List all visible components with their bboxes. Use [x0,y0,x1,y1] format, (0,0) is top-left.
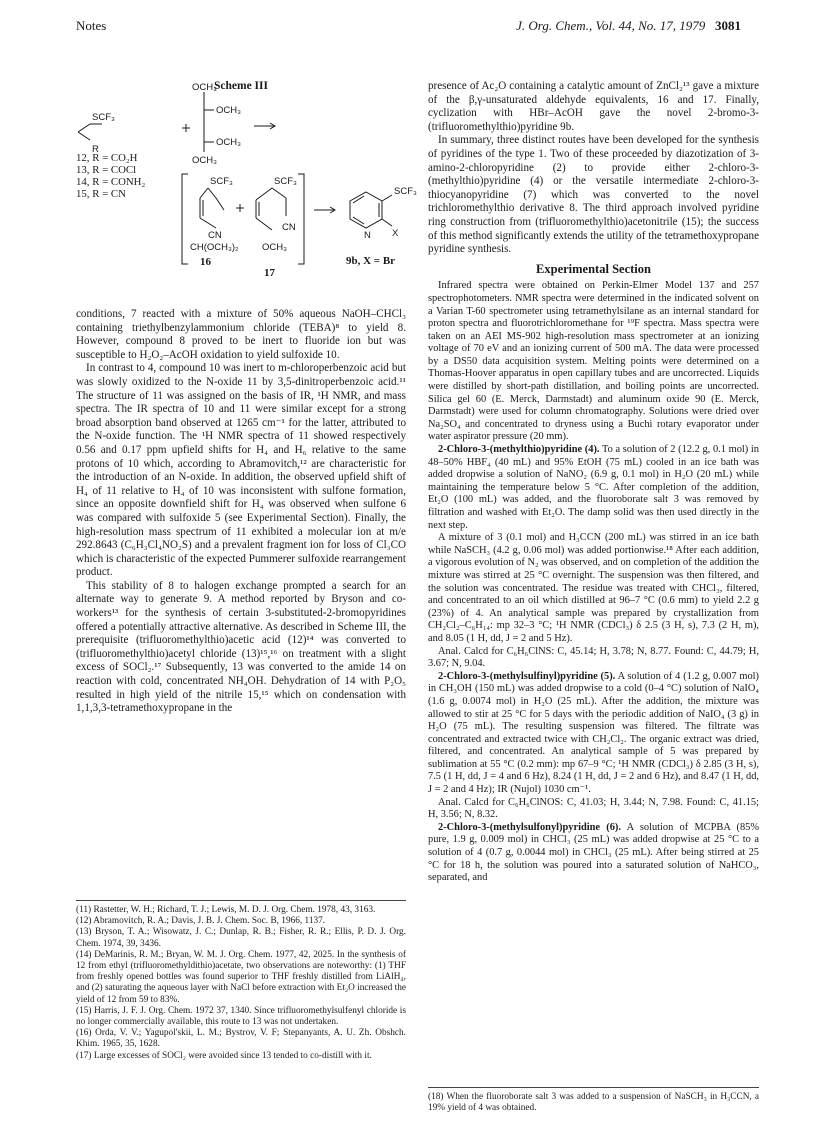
compound-list [76,152,145,200]
paragraph: This stability of 8 to halogen exchange prompted a search for an alternate way to generate 9. A method reported by Bryson and co-workers¹³ for the synthesis of certain 3-substituted-2-bromopyridines offered a potentially attractive alternative. As described in Scheme III, the prerequisite (trifluoromethylthio)acetic acid (12)¹⁴ was converted to (trifluoromethylthio)acetyl chloride (13)¹⁵,¹⁶ on treatment with a slight excess of SOCl₂.¹⁷ Subsequently, 13 was converted to the amide 14 on reaction with cold, concentrated NH₄OH. Dehydration of 14 with P₂O₅ resulted in high yield of the nitrile 15,¹⁵ which on condensation with 1,1,3,3-tetramethoxypropane in the [76,579,406,715]
footnote-rule-left [76,900,406,901]
procedure-text: Anal. Calcd for C₆H₆ClNOS: C, 41.03; H, 3.44; N, 7.98. Found: C, 41.15; H, 3.56; N, 8.32. [428,796,759,821]
journal-name: J. Org. Chem. [516,18,589,33]
procedure-text: Anal. Calcd for C₆H₆ClNS: C, 45.14; H, 3.78; N, 8.77. Found: C, 44.79; H, 3.67; N, 9.04. [428,645,759,670]
footnote: (15) Harris, J. F. J. Org. Chem. 1972 37, 1340. Since trifluoromethylsulfenyl chloride is no longer commercially available, this route to 13 was not undertaken. [76,1005,406,1028]
compound-12: 12, R = CO₂H [76,152,138,164]
left-column [76,80,417,716]
paragraph: conditions, 7 reacted with a mixture of 50% aqueous NaOH–CHCl₃ containing triethylbenzylammonium chloride (TEBA)⁸ to yield 8. However, compound 8 proved to be inert to fluoride ion but was susceptible to H₂O₂–AcOH oxidation to yield sulfoxide 10. [76,308,406,361]
label-scf3: SCF₃ [92,112,115,123]
scheme-title: Scheme III [214,80,268,92]
paragraph: presence of Ac₂O containing a catalytic amount of ZnCl₂¹³ gave a mixture of the β,γ-unsaturated aldehyde equivalents, 16 and 17. Finally, cyclization with HBr–AcOH gave the novel 2-bromo-3-(trifluoromethylthio)pyridine 9b. [428,80,759,133]
footnote: (11) Rastetter, W. H.; Richard, T. J.; Lewis, M. D. J. Org. Chem. 1978, 43, 3163. [76,905,376,915]
footnotes-left [76,905,406,1062]
label-17-och3: OCH₃ [262,242,287,253]
label-r: R [92,144,99,155]
procedure-text: A solution of 4 (1.2 g, 0.007 mol) in CH₃OH (150 mL) was added dropwise to a cold (0–4 °C) solution of NaIO₄ (1.6 g, 0.0074 mol) in H₂O (25 mL). After the addition, the mixture was allowed to stir at 25 °C for 5 days with the periodic addition of NaIO₄ (3 g) in H₂O (75 mL). The resulting suspension was filtered. The filtrate was concentrated and extracted twice with CH₂Cl₂. The organic extract was dried, filtered, and concentrated. An analytical sample of 5 was prepared by sublimation at 55 °C (0.2 mm): mp 67–9 °C; ¹H NMR (CDCl₃) δ 2.85 (3 H, s), 7.5 (1 H, dd, J = 4 and 6 Hz), 8.24 (1 H, dd, J = 2 and 6 Hz), and 8.47 (1 H, dd, J = 2 and 4 Hz); IR (Nujol) 1030 cm⁻¹. [428,670,759,796]
footnotes-right [428,1092,759,1114]
right-column [428,80,759,885]
paragraph: In contrast to 4, compound 10 was inert to m-chloroperbenzoic acid but was slowly oxidized to the N-oxide 11 by 3,5-dinitroperbenzoic acid.¹¹ The structure of 11 was assigned on the basis of IR, ¹H NMR, and mass spectra. The IR spectra of 10 and 11 were similar except for a strong broad absorption band observed at 1265 cm⁻¹ for the latter, attributed to the N-oxide function. The ¹H NMR spectra of 11 showed respectively 0.56 and 0.17 ppm upfield shifts for H₄ and H₆ relative to the same protons of 10 which, according to Abramovitch,¹² are characteristic for the introduction of an N-oxide. In addition, the observed upfield shift of H₄ of 11 relative to H₄ of 10 was inconsistent with sulfone formation, since an opposite downfield shift for H₄ was observed when sulfone 6 was compared with sulfoxide 5 (see Experimental Section). Finally, the high-resolution mass spectrum of 11 exhibited a molecular ion at m/e 292.8643 (C₆H₃Cl₄NO₂S) and a prevalent fragment ion for loss of Cl₃CO which is characteristic of the expected Pummerer sulfoxide rearrangement product. [76,362,406,579]
compound-13: 13, R = COCl [76,164,137,176]
label-9b: 9b, X = Br [346,255,396,267]
label-17: 17 [264,267,275,279]
label-och3-mid2: OCH₃ [216,137,241,148]
footnote: (16) Orda, V. V.; Yagupol'skii, L. M.; Bystrov, V. F; Stepanyants, A. U. Zh. Obshch. Khim. 1965, 35, 1628. [76,1028,406,1050]
label-och3-mid1: OCH₃ [216,105,241,116]
paragraph: Infrared spectra were obtained on Perkin-Elmer Model 137 and 257 spectrophotometers. NMR spectra were determined in the indicated solvent on a Varian T-60 spectrometer using tetramethylsilane as an internal standard for proton spectra and fluorotrichloromethane for ¹⁹F spectra. Mass spectra were taken on an AEI MS-902 high-resolution mass spectrometer at an ionizing voltage of 70 eV and an ionizing current of 500 mA. The data were processed by a DS50 data acquisition system. Melting points were determined on a Thomas-Hoover apparatus in open capillary tubes and are uncorrected. Liquids were distilled by short-path distillation, and boiling points are uncorrected. Silica gel 60 (E. Merck, Darmstadt) and aluminum oxide 90 (E. Merck, Darmstadt) were used for column chromatography. Solutions were dried over Na₂SO₄ and concentrated to dryness using a Buchi rotary evaporator under water aspirator pressure (20 mm). [428,280,759,443]
label-17-scf3: SCF₃ [274,176,297,187]
section-heading: Experimental Section [536,261,651,276]
journal-volume: , Vol. 44, No. 17, 1979 [588,18,706,33]
label-9b-x: X [392,228,399,239]
label-16-acetal: CH(OCH₃)₂ [190,242,239,253]
procedure-heading: 2-Chloro-3-(methylsulfonyl)pyridine (6). [438,821,621,833]
label-9b-scf3: SCF₃ [394,186,417,197]
procedure-text: A solution of MCPBA (85% pure, 1.9 g, 0.009 mol) in CHCl₃ (25 mL) was added dropwise at 25 °C to a solution of 4 (0.7 g, 0.0044 mol) in CHCl₃ (25 mL). After being stirred at 25 °C for 18 h, the solution was poured into a saturated solution of NaHCO₃, separated, and [428,821,759,884]
page-number: 3081 [715,18,741,33]
running-head-left: Notes [76,18,107,33]
procedure-text: A mixture of 3 (0.1 mol) and H₃CCN (200 mL) was stirred in an ice bath while NaSCH₃ (4.2 g, 0.06 mol) was added portionwise.¹⁸ After each addition, a vigorous evolution of N₂ was observed, and on completion of the addition the mixture was stirred at 25 °C overnight. The suspension was then filtered, and the solution was concentrated. The residue was treated with CHCl₃, filtered, and concentrated to an oil which distilled at 96–7 °C (0.6 mm) to yield 2.2 g (23%) of 4. An analytical sample was prepared by crystallization from CH₂Cl₂–C₆H₁₄: mp 32–3 °C; ¹H NMR (CDCl₃) δ 2.5 (3 H, s), 7.3 (2 H, m), and 8.05 (1 H, dd, J = 2 and 5 Hz). [428,532,759,644]
compound-15: 15, R = CN [76,188,126,200]
compound-14: 14, R = CONH₂ [76,176,146,188]
label-16-scf3: SCF₃ [210,176,233,187]
label-16: 16 [200,256,211,268]
procedure-text: To a solution of 2 (12.2 g, 0.1 mol) in 48–50% HBF₄ (40 mL) and 95% EtOH (75 mL) cooled in an ice bath was added dropwise a solution of NaNO₂ (6.9 g, 0.1 mol) in H₂O (20 mL) while maintaining the temperature below 5 °C. After completion of the addition, Et₂O (100 mL) was added, and the fluoroborate salt 3 was removed by filtration and washed with Et₂O. The damp solid was then used directly in the next step. [428,444,759,531]
procedures [428,444,759,885]
label-9b-n: N [364,230,371,241]
running-head-right [496,18,741,34]
label-17-cn: CN [282,222,296,233]
footnote: (14) DeMarinis, R. M.; Bryan, W. M. J. Org. Chem. 1977, 42, 2025. In the synthesis of 12 from ethyl (trifluoromethyldithio)acetate, two observations are noteworthy: (1) THF from freshly opened bottles was found superior to THF freshly distilled from LiAlH₄, and (2) saturating the aqueous layer with NaCl before extraction with Et₂O increased the yield of 12 from 59 to 83%. [76,949,406,1005]
label-och3-top: OCH₃ [192,82,217,93]
label-och3-bottom: OCH₃ [192,155,217,166]
procedure-heading: 2-Chloro-3-(methylsulfinyl)pyridine (5). [438,670,616,682]
footnote: (18) When the fluoroborate salt 3 was added to a suspension of NaSCH₃ in H₃CCN, a 19% yield of 4 was obtained. [428,1092,759,1114]
footnote: (17) Large excesses of SOCl₂ were avoided since 13 tended to co-distill with it. [76,1050,372,1061]
footnote-rule-right [428,1087,759,1088]
procedure-heading: 2-Chloro-3-(methylthio)pyridine (4). [438,444,600,456]
footnote: (12) Abramovitch, R. A.; Davis, J. B. J. Chem. Soc. B, 1966, 1137. [76,916,326,927]
scheme-iii [76,80,417,302]
label-16-cn: CN [208,230,222,241]
footnote: (13) Bryson, T. A.; Wisowatz, J. C.; Dunlap, R. B.; Fisher, R. R.; Ellis, P. D. J. Org. Chem. 1974, 39, 3436. [76,927,406,949]
paragraph: In summary, three distinct routes have been developed for the synthesis of pyridines of the type 1. Two of these proceeded by diazotization of 3-amino-2-chloropyridine (2) to provide either 2-chloro-3-(methylthio)pyridine (4) or the versatile intermediate 2-chloro-3-thiocyanopyridine (7) which was converted to the novel trichloromethylthio derivative 8. The third approach involved pyridine ring construction from (trifluoromethylthio)acetonitrile (15); the success of this method significantly extends the utility of the tetramethoxypropane pyridine synthesis. [428,134,759,256]
